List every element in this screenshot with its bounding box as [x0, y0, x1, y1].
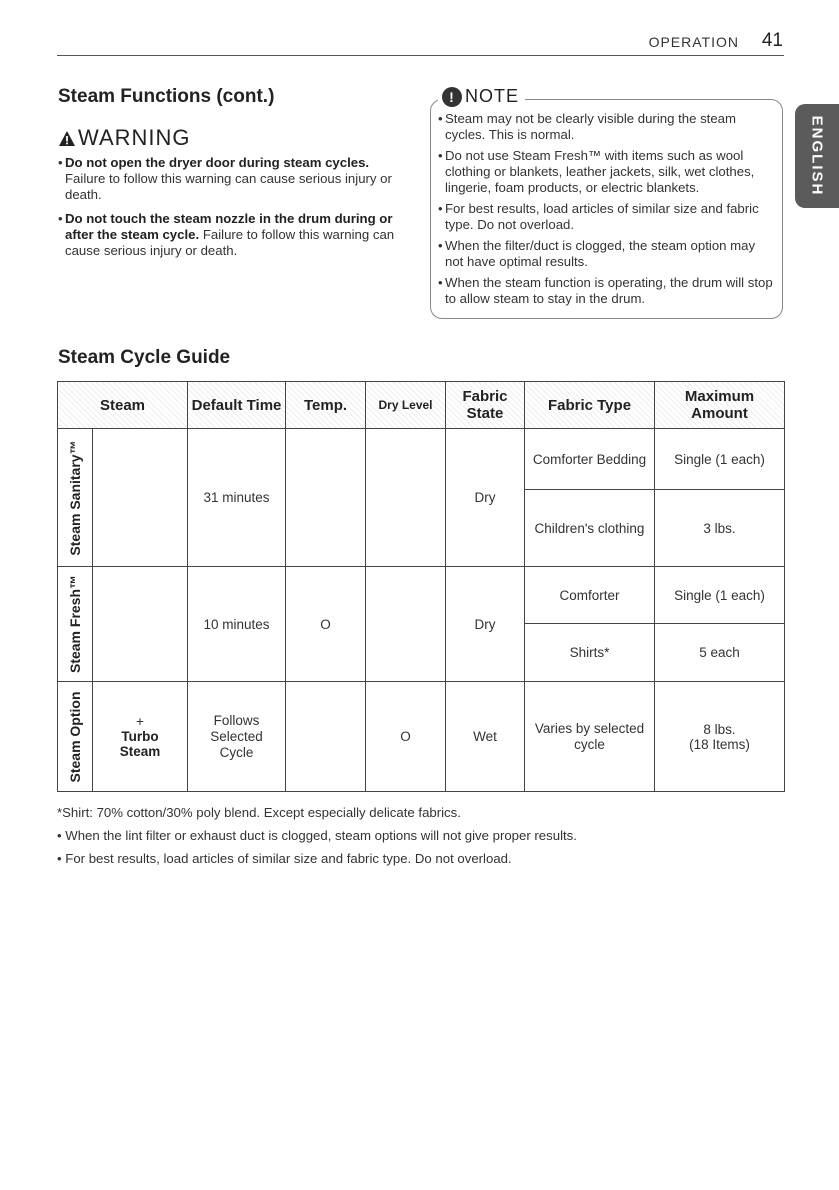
cycle-label: Steam Sanitary™ — [67, 439, 83, 556]
header-temp: Temp. — [286, 382, 366, 429]
warning-list — [58, 155, 413, 267]
section-title-steam-cycle-guide: Steam Cycle Guide — [58, 347, 231, 368]
table-cell: Shirts* — [525, 624, 655, 682]
warning-title: WARNING — [78, 125, 191, 150]
table-cell — [366, 429, 446, 567]
table-row — [58, 429, 785, 490]
header-default-time: Default Time — [188, 382, 286, 429]
section-title-steam-functions: Steam Functions (cont.) — [58, 86, 275, 107]
table-cell — [93, 567, 188, 682]
note-item: • For best results, load articles of similar size and fabric type. Do not overload. — [438, 201, 776, 233]
footnote: *Shirt: 70% cotton/30% poly blend. Except especially delicate fabrics. — [57, 805, 461, 820]
header-max-amount: Maximum Amount — [655, 382, 785, 429]
header-fabric-state: Fabric State — [446, 382, 525, 429]
note-title: NOTE — [465, 86, 520, 106]
cycle-label: Steam Fresh™ — [67, 574, 83, 674]
table-cell: Wet — [446, 682, 525, 792]
header-divider — [57, 55, 784, 56]
note-item: • When the filter/duct is clogged, the steam option may not have optimal results. — [438, 238, 776, 270]
warning-item-text: Failure to follow this warning can cause serious injury or death. — [65, 227, 395, 258]
table-cell: Comforter — [525, 567, 655, 624]
table-cell — [188, 682, 286, 792]
table-cell — [366, 567, 446, 682]
table-cell: 31 minutes — [188, 429, 286, 567]
option-name: Turbo — [121, 729, 159, 744]
table-cell: Dry — [446, 429, 525, 567]
table-cell: 10 minutes — [188, 567, 286, 682]
footnote: • When the lint filter or exhaust duct is clogged, steam options will not give proper results. — [57, 828, 577, 843]
option-amount: (18 Items) — [689, 736, 750, 752]
table-cell: O — [286, 567, 366, 682]
note-item: • Do not use Steam Fresh™ with items such as wool clothing or blankets, leather jackets, silk, wet clothes, lingerie, foam products, or electric blankets. — [438, 148, 776, 196]
option-plus: + — [136, 714, 144, 729]
header-fabric-type: Fabric Type — [525, 382, 655, 429]
warning-item-bold: Do not open the dryer door during steam cycles. — [65, 155, 370, 170]
cycle-label-cell — [58, 567, 93, 682]
table-cell: Single (1 each) — [655, 567, 785, 624]
table-cell — [93, 682, 188, 792]
warning-item-text: Failure to follow this warning can cause serious injury or death. — [65, 171, 392, 202]
warning-item — [58, 155, 413, 203]
cycle-label-cell — [58, 429, 93, 567]
option-time: Follows Selected Cycle — [210, 712, 263, 760]
cycle-label-cell — [58, 682, 93, 792]
note-item: • Steam may not be clearly visible during the steam cycles. This is normal. — [438, 111, 776, 143]
footnote: • For best results, load articles of similar size and fabric type. Do not overload. — [57, 851, 512, 866]
cycle-label: Steam Option — [67, 690, 83, 783]
note-list — [438, 111, 776, 312]
section-name: OPERATION — [648, 34, 739, 50]
warning-triangle-icon — [58, 130, 76, 147]
table-cell: Single (1 each) — [655, 429, 785, 490]
table-cell: Comforter Bedding — [525, 429, 655, 490]
language-tab — [795, 104, 839, 208]
warning-item — [58, 211, 413, 259]
table-row — [58, 567, 785, 624]
option-amount: 8 lbs. — [703, 721, 736, 737]
table-cell: Children's clothing — [525, 490, 655, 567]
table-cell: 3 lbs. — [655, 490, 785, 567]
table-row — [58, 682, 785, 792]
table-cell: Dry — [446, 567, 525, 682]
table-cell — [286, 682, 366, 792]
table-cell — [525, 682, 655, 792]
note-info-icon: ! — [442, 87, 462, 107]
warning-heading — [58, 125, 191, 151]
header-steam: Steam — [58, 382, 188, 429]
header-dry-level: Dry Level — [366, 382, 446, 429]
table-cell — [93, 429, 188, 567]
warning-item-bold: Do not touch the steam nozzle in the drum during or after the steam cycle. — [65, 211, 393, 242]
steam-cycle-table — [57, 381, 785, 792]
language-tab-label: ENGLISH — [808, 115, 826, 197]
table-header-row — [58, 382, 785, 429]
table-cell — [655, 682, 785, 792]
option-name: Steam — [119, 744, 161, 759]
note-heading — [438, 86, 525, 107]
table-cell: O — [366, 682, 446, 792]
page-number: 41 — [761, 30, 783, 51]
table-cell: 5 each — [655, 624, 785, 682]
note-item: • When the steam function is operating, the drum will stop to allow steam to stay in the drum. — [438, 275, 776, 307]
option-fabric-type: Varies by selected cycle — [534, 720, 645, 752]
table-cell — [286, 429, 366, 567]
